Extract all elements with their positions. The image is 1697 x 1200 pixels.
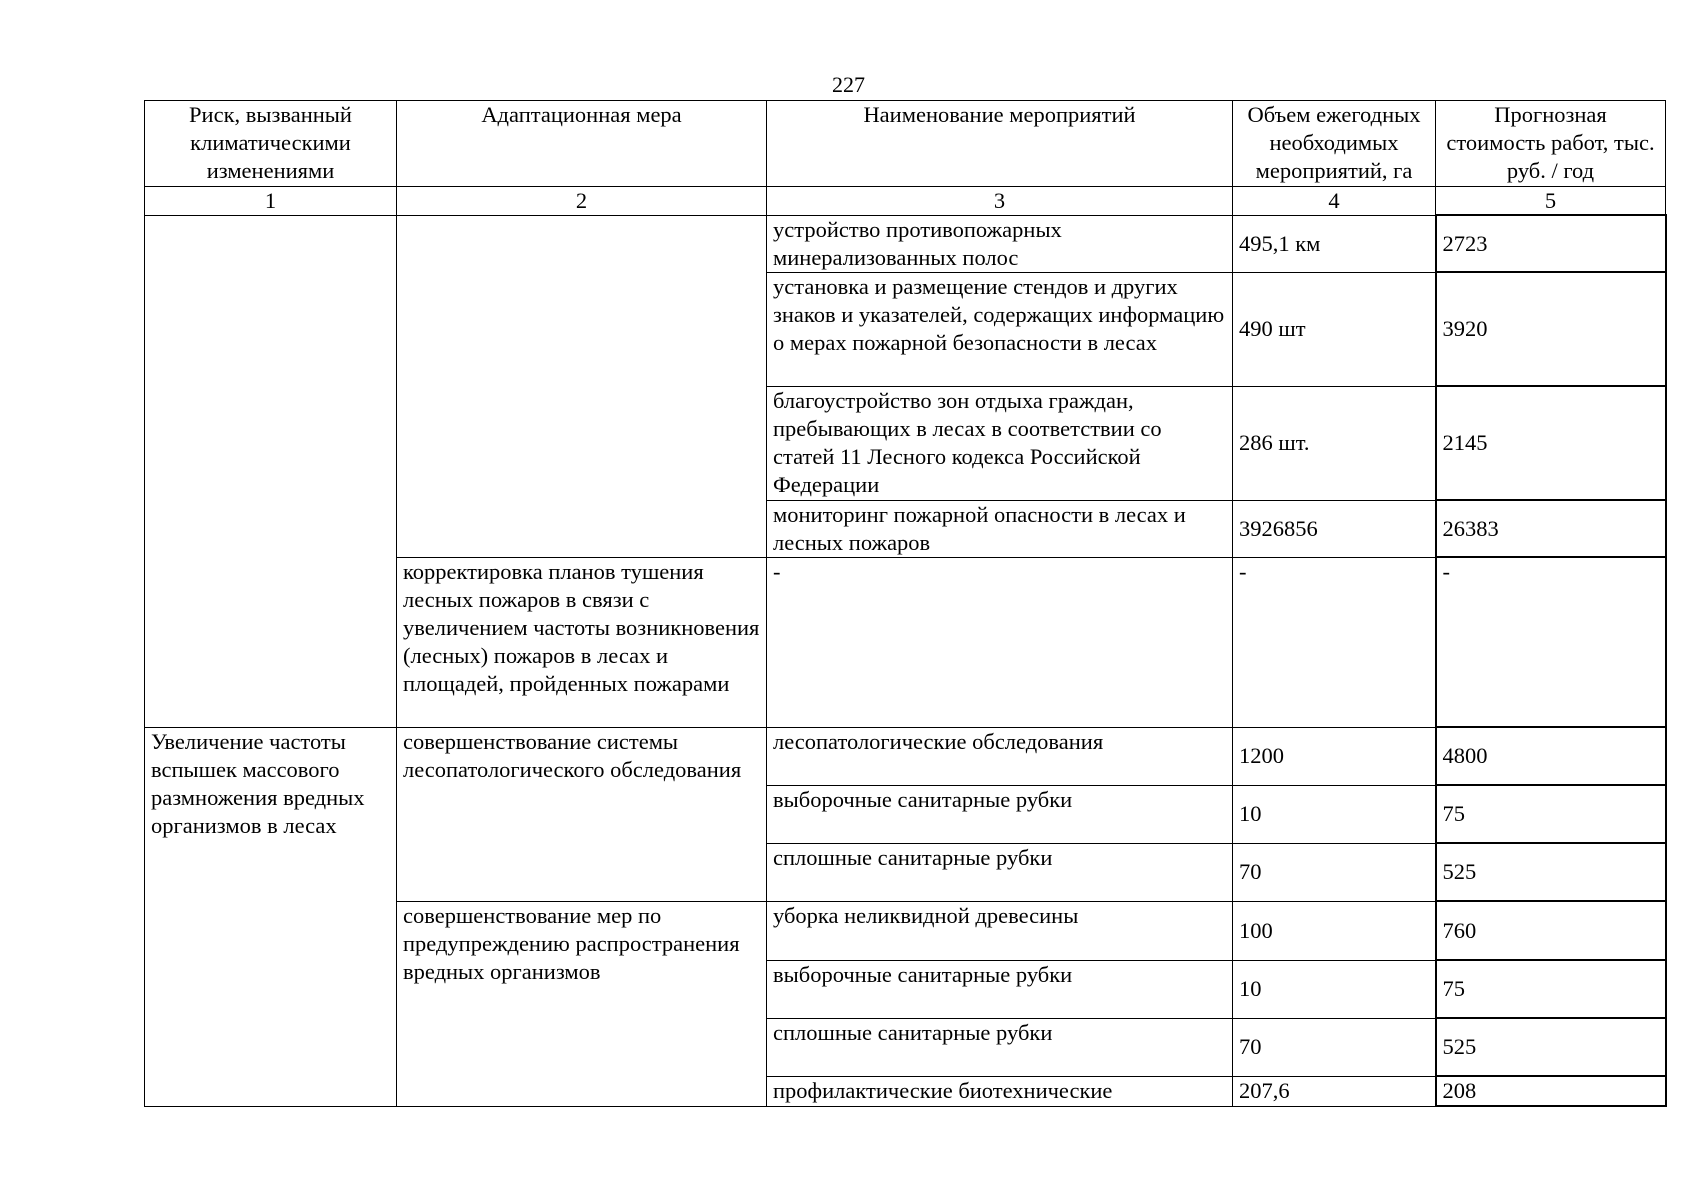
activity-cell: сплошные санитарные рубки [767, 1018, 1233, 1076]
column-number: 4 [1233, 187, 1436, 216]
column-header-measure: Адаптационная мера [397, 101, 767, 187]
volume-cell: - [1233, 557, 1436, 727]
cost-cell: 26383 [1436, 500, 1666, 557]
column-number: 3 [767, 187, 1233, 216]
volume-cell: 207,6 [1233, 1076, 1436, 1106]
cost-cell: 2145 [1436, 386, 1666, 500]
risk-cell: Увеличение частоты вспышек массового размножения вредных организмов в лесах [145, 727, 397, 1106]
volume-cell: 70 [1233, 1018, 1436, 1076]
activity-cell: - [767, 557, 1233, 727]
table-row [145, 215, 1666, 272]
column-header-risk: Риск, вызванный климатическими изменениями [145, 101, 397, 187]
cost-cell: 208 [1436, 1076, 1666, 1106]
column-number-row [145, 187, 1666, 216]
measure-cell: совершенствование системы лесопатологического обследования [397, 727, 767, 901]
cost-cell: 525 [1436, 1018, 1666, 1076]
cost-cell: 3920 [1436, 272, 1666, 386]
activity-cell: устройство противопожарных минерализованных полос [767, 215, 1233, 272]
volume-cell: 286 шт. [1233, 386, 1436, 500]
cost-cell: 2723 [1436, 215, 1666, 272]
cost-cell: 75 [1436, 960, 1666, 1018]
column-number: 2 [397, 187, 767, 216]
cost-cell: - [1436, 557, 1666, 727]
cost-cell: 525 [1436, 843, 1666, 901]
measure-cell: совершенствование мер по предупреждению распространения вредных организмов [397, 901, 767, 1106]
column-number: 5 [1436, 187, 1666, 216]
column-header-volume: Объем ежегодных необходимых мероприятий, га [1233, 101, 1436, 187]
table-row [145, 727, 1666, 785]
activity-cell: лесопатологические обследования [767, 727, 1233, 785]
column-number: 1 [145, 187, 397, 216]
volume-cell: 1200 [1233, 727, 1436, 785]
activity-cell: выборочные санитарные рубки [767, 960, 1233, 1018]
risk-cell [145, 215, 397, 727]
activity-cell: уборка неликвидной древесины [767, 901, 1233, 960]
volume-cell: 3926856 [1233, 500, 1436, 557]
measures-table [144, 100, 1667, 1107]
activity-cell: установка и размещение стендов и других знаков и указателей, содержащих информацию о мерах пожарной безопасности в лесах [767, 272, 1233, 386]
volume-cell: 70 [1233, 843, 1436, 901]
activity-cell: мониторинг пожарной опасности в лесах и лесных пожаров [767, 500, 1233, 557]
activity-cell: выборочные санитарные рубки [767, 785, 1233, 843]
cost-cell: 4800 [1436, 727, 1666, 785]
volume-cell: 10 [1233, 785, 1436, 843]
activity-cell: благоустройство зон отдыха граждан, пребывающих в лесах в соответствии со статей 11 Лесного кодекса Российской Федерации [767, 386, 1233, 500]
page-number: 227 [832, 72, 865, 97]
volume-cell: 490 шт [1233, 272, 1436, 386]
column-header-activity: Наименование мероприятий [767, 101, 1233, 187]
volume-cell: 100 [1233, 901, 1436, 960]
cost-cell: 760 [1436, 901, 1666, 960]
measure-cell [397, 215, 767, 557]
activity-cell: сплошные санитарные рубки [767, 843, 1233, 901]
column-header-cost: Прогнозная стоимость работ, тыс. руб. / год [1436, 101, 1666, 187]
header-row [145, 101, 1666, 187]
cost-cell: 75 [1436, 785, 1666, 843]
measure-cell: корректировка планов тушения лесных пожаров в связи с увеличением частоты возникновения (лесных) пожаров в лесах и площадей, пройденных пожарами [397, 557, 767, 727]
volume-cell: 495,1 км [1233, 215, 1436, 272]
activity-cell: профилактические биотехнические [767, 1076, 1233, 1106]
volume-cell: 10 [1233, 960, 1436, 1018]
